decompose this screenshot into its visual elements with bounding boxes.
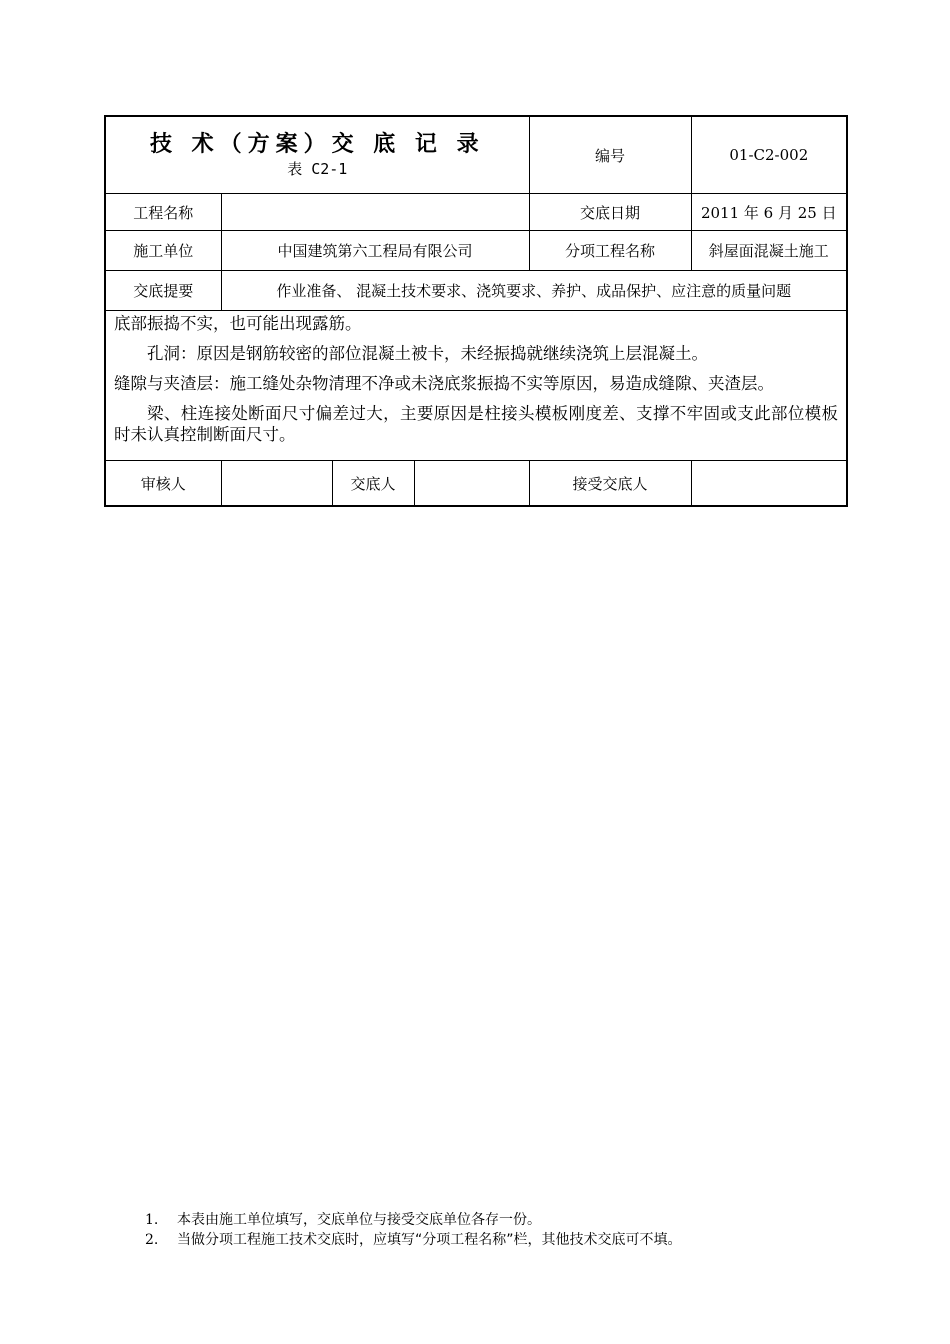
disclosure-content xyxy=(105,311,847,461)
footnotes xyxy=(145,1210,682,1250)
footnote-number: 2. xyxy=(145,1232,159,1248)
footnote-text: 本表由施工单位填写，交底单位与接受交底单位各存一份。 xyxy=(177,1212,541,1228)
footnote-number: 1. xyxy=(145,1212,159,1228)
summary-value: 作业准备、 混凝土技术要求、浇筑要求、养护、成品保护、应注意的质量问题 xyxy=(221,271,847,311)
summary-label: 交底提要 xyxy=(105,271,221,311)
form-title-cell xyxy=(105,116,529,194)
presenter-field[interactable] xyxy=(414,461,529,507)
unit-label: 施工单位 xyxy=(105,231,221,271)
subproject-value: 斜屋面混凝土施工 xyxy=(691,231,847,271)
number-label: 编号 xyxy=(529,116,691,194)
presenter-label: 交底人 xyxy=(332,461,414,507)
receiver-label: 接受交底人 xyxy=(529,461,691,507)
content-paragraph: 底部振捣不实，也可能出现露筋。 xyxy=(114,314,362,333)
reviewer-field[interactable] xyxy=(221,461,332,507)
project-name-label: 工程名称 xyxy=(105,194,221,231)
subproject-label: 分项工程名称 xyxy=(529,231,691,271)
date-value: 2011 年 6 月 25 日 xyxy=(691,194,847,231)
form-title: 技 术（方案）交 底 记 录 xyxy=(149,132,485,157)
number-value: 01-C2-002 xyxy=(691,116,847,194)
project-name-field[interactable] xyxy=(221,194,529,231)
receiver-field[interactable] xyxy=(691,461,847,507)
reviewer-label: 审核人 xyxy=(105,461,221,507)
content-paragraph: 缝隙与夹渣层：施工缝处杂物清理不净或未浇底浆振捣不实等原因，易造成缝隙、夹渣层。 xyxy=(114,374,774,393)
footnote-text: 当做分项工程施工技术交底时，应填写“分项工程名称”栏，其他技术交底可不填。 xyxy=(177,1232,682,1248)
footnote-item xyxy=(145,1230,682,1250)
content-paragraph: 孔洞：原因是钢筋较密的部位混凝土被卡，未经振捣就继续浇筑上层混凝土。 xyxy=(147,344,708,363)
footnote-item xyxy=(145,1210,682,1230)
content-paragraph: 梁、柱连接处断面尺寸偏差过大，主要原因是柱接头模板刚度差、支撑不牢固或支此部位模板时未认真控制断面尺寸。 xyxy=(114,404,839,444)
unit-value: 中国建筑第六工程局有限公司 xyxy=(221,231,529,271)
form-code: 表 C2-1 xyxy=(287,160,348,178)
date-label: 交底日期 xyxy=(529,194,691,231)
disclosure-record-form xyxy=(104,115,848,507)
